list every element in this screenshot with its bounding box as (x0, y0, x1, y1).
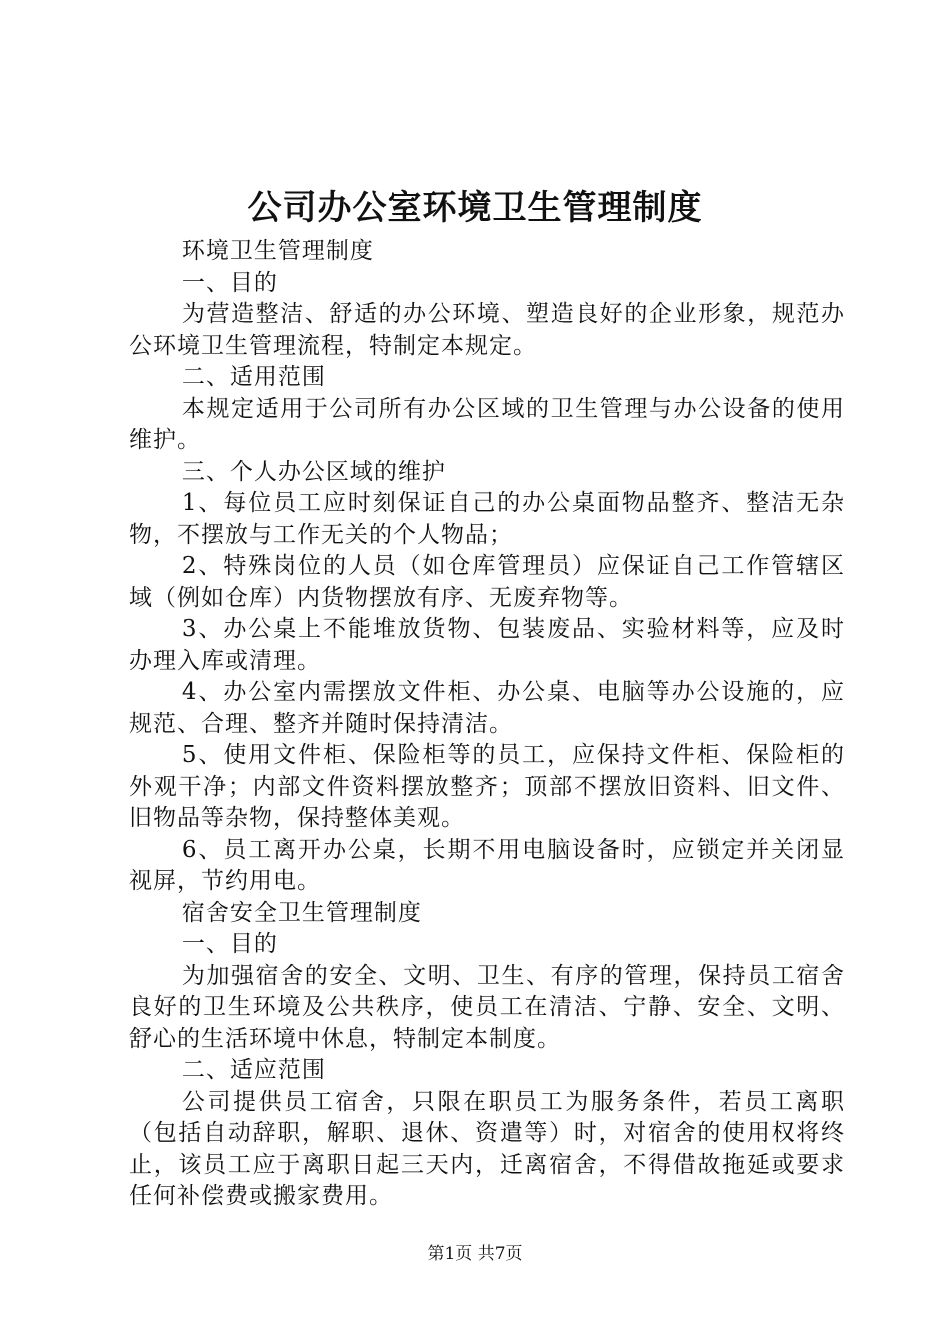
subsection-heading: 二、适用范围 (181, 364, 326, 390)
section-heading: 环境卫生管理制度 (181, 238, 374, 264)
body-paragraph: 为营造整洁、舒适的办公环境、塑造良好的企业形象，规范办公环境卫生管理流程，特制定本规定。 (129, 301, 845, 359)
list-item: 4、办公室内需摆放文件柜、办公桌、电脑等办公设施的，应规范、合理、整齐并随时保持清洁。 (129, 679, 845, 737)
list-item: 5、使用文件柜、保险柜等的员工，应保持文件柜、保险柜的外观干净；内部文件资料摆放整齐；顶部不摆放旧资料、旧文件、旧物品等杂物，保持整体美观。 (129, 742, 845, 831)
page-indicator: 第1页 共7页 (427, 1244, 523, 1264)
subsection-heading: 三、个人办公区域的维护 (181, 458, 446, 485)
section-heading: 宿舍安全卫生管理制度 (181, 899, 422, 926)
subsection-heading: 一、目的 (181, 931, 278, 957)
document-body (129, 236, 845, 1213)
subsection-heading: 一、目的 (181, 269, 278, 296)
document-title: 公司办公室环境卫生管理制度 (247, 188, 703, 228)
list-item: 3、办公桌上不能堆放货物、包装废品、实验材料等，应及时办理入库或清理。 (129, 616, 845, 674)
page-footer (0, 1242, 950, 1266)
list-item: 1、每位员工应时刻保证自己的办公桌面物品整齐、整洁无杂物，不摆放与工作无关的个人物品； (129, 490, 845, 548)
body-paragraph: 本规定适用于公司所有办公区域的卫生管理与办公设备的使用维护。 (129, 395, 845, 453)
body-paragraph: 公司提供员工宿舍，只限在职员工为服务条件，若员工离职（包括自动辞职，解职、退休、资遣等）时，对宿舍的使用权将终止，该员工应于离职日起三天内，迁离宿舍，不得借故拖延或要求任何补偿费或搬家费用。 (129, 1088, 845, 1209)
body-paragraph: 为加强宿舍的安全、文明、卫生、有序的管理，保持员工宿舍良好的卫生环境及公共秩序，使员工在清洁、宁静、安全、文明、舒心的生活环境中休息，特制定本制度。 (129, 962, 845, 1052)
subsection-heading: 二、适应范围 (181, 1057, 326, 1083)
list-item: 2、特殊岗位的人员（如仓库管理员）应保证自己工作管辖区域（例如仓库）内货物摆放有序、无废弃物等。 (129, 553, 845, 611)
list-item: 6、员工离开办公桌，长期不用电脑设备时，应锁定并关闭显视屏，节约用电。 (129, 836, 845, 894)
